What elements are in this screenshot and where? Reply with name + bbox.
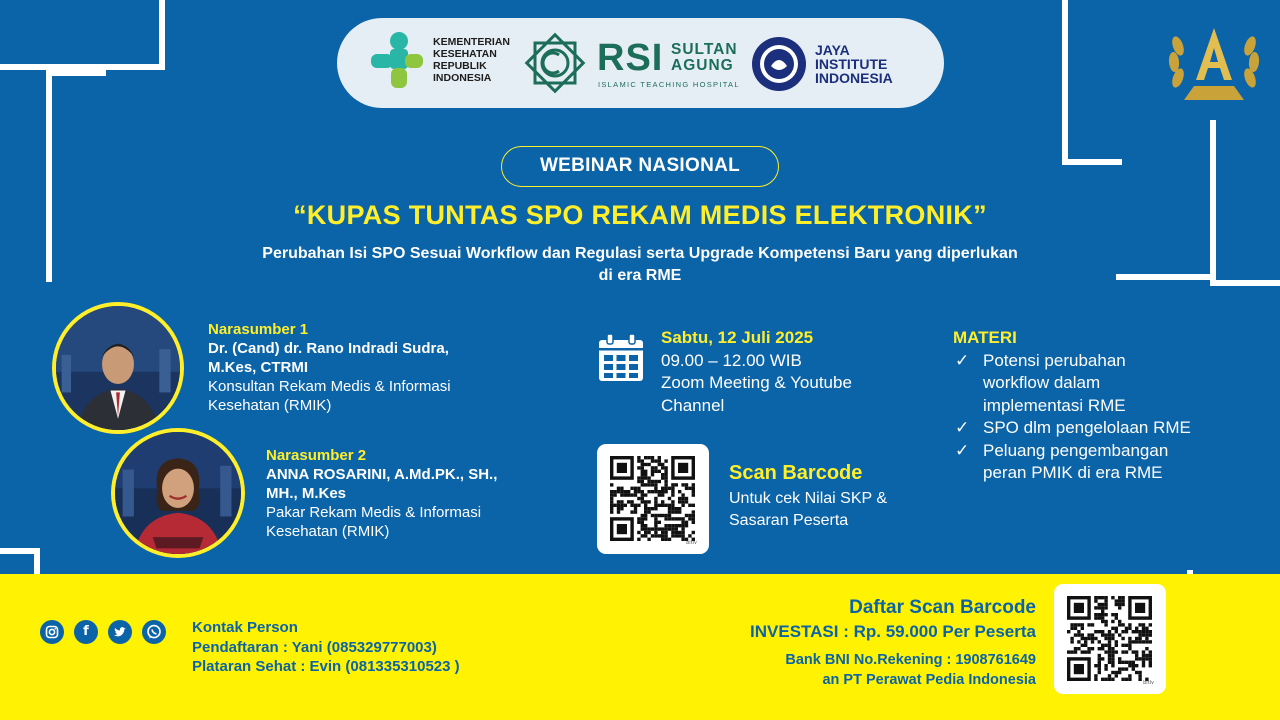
speaker-2-info: [266, 446, 497, 541]
facebook-icon[interactable]: f: [74, 620, 98, 644]
speaker-2-heading: Narasumber 2: [266, 447, 367, 464]
frame-line-top-left: [0, 0, 165, 70]
materi-item: ✓ Peluang pengembangan peran PMIK di era RME: [955, 440, 1169, 482]
speaker-2-role: Pakar Rekam Medis & Informasi Kesehatan (RMIK): [266, 504, 482, 540]
qr-tag: bitly: [1143, 680, 1154, 684]
materi-heading: MATERI: [953, 328, 1017, 347]
webinar-badge: WEBINAR NASIONAL: [501, 146, 779, 187]
twitter-icon[interactable]: [108, 620, 132, 644]
check-icon: ✓: [955, 418, 970, 437]
frame-line-top-right: [1062, 0, 1122, 165]
qr-code-icon: [607, 454, 699, 544]
partner-logos: [337, 18, 944, 108]
kemenkes-logo-icon: [367, 30, 425, 92]
event-subtitle: Perubahan Isi SPO Sesuai Workflow dan Regulasi serta Upgrade Kompetensi Baru yang diperlukan di era RME: [262, 245, 1018, 284]
bank-account: Bank BNI No.Rekening : 1908761649 an PT Perawat Pedia Indonesia: [785, 652, 1036, 688]
event-date: Sabtu, 12 Juli 2025: [661, 328, 814, 347]
speaker-1-heading: Narasumber 1: [208, 321, 309, 338]
frame-line-left-mid: [46, 70, 106, 282]
qr-tag: bitly: [686, 540, 697, 544]
materi-item: ✓ SPO dlm pengelolaan RME: [953, 417, 1253, 440]
materi-list: [953, 327, 1253, 485]
whatsapp-icon[interactable]: [142, 620, 166, 644]
jaya-institute-seal-icon: [751, 36, 807, 92]
skp-qr-code[interactable]: [597, 444, 709, 554]
materi-item: ✓ Potensi perubahan workflow dalam implementasi RME: [955, 350, 1126, 415]
contact-plataran: Plataran Sehat : Evin (081335310523 ): [192, 658, 460, 675]
kemenkes-logo-text: KEMENTERIAN KESEHATAN REPUBLIK INDONESIA: [433, 36, 511, 84]
rsi-logo-letters: RSI: [597, 37, 664, 79]
contact-registration: Pendaftaran : Yani (085329777003): [192, 638, 437, 656]
scan-heading: Scan Barcode: [729, 462, 863, 484]
event-platform: Zoom Meeting & Youtube Channel: [661, 373, 852, 415]
laurel-award-icon: [1164, 16, 1264, 108]
speaker-1-photo: [52, 302, 184, 434]
calendar-icon: [597, 333, 645, 383]
event-time: 09.00 – 12.00 WIB: [661, 350, 802, 370]
jaya-logo-text: JAYA INSTITUTE INDONESIA: [815, 42, 893, 86]
check-icon: ✓: [955, 350, 970, 370]
scan-info: [729, 459, 949, 532]
speaker-2-name: ANNA ROSARINI, A.Md.PK., SH., MH., M.Kes: [266, 466, 498, 502]
rsi-logo-name: SULTAN AGUNG: [671, 41, 738, 74]
speaker-1-name: Dr. (Cand) dr. Rano Indradi Sudra, M.Kes, CTRMI: [208, 340, 449, 376]
event-title: “KUPAS TUNTAS SPO REKAM MEDIS ELEKTRONIK”: [293, 200, 987, 230]
rsi-logo-subtitle: ISLAMIC TEACHING HOSPITAL: [598, 80, 740, 89]
qr-code-icon: [1064, 594, 1156, 684]
contact-info: [192, 618, 460, 677]
speaker-2-photo: [111, 428, 245, 558]
registration-qr-code[interactable]: [1054, 584, 1166, 694]
scan-description: Untuk cek Nilai SKP & Sasaran Peserta: [729, 490, 887, 529]
registration-info: [680, 596, 1036, 690]
check-icon: ✓: [955, 440, 970, 460]
event-schedule: [661, 327, 921, 417]
instagram-icon[interactable]: [40, 620, 64, 644]
speaker-1-role: Konsultan Rekam Medis & Informasi Kesehatan (RMIK): [208, 378, 451, 414]
rsi-star-logo-icon: [523, 31, 587, 95]
register-heading: Daftar Scan Barcode: [849, 597, 1036, 618]
investment-price: INVESTASI : Rp. 59.000 Per Peserta: [750, 622, 1036, 641]
frame-line-right-edge: [1210, 280, 1280, 290]
contact-heading: Kontak Person: [192, 619, 298, 636]
speaker-1-info: [208, 320, 451, 415]
